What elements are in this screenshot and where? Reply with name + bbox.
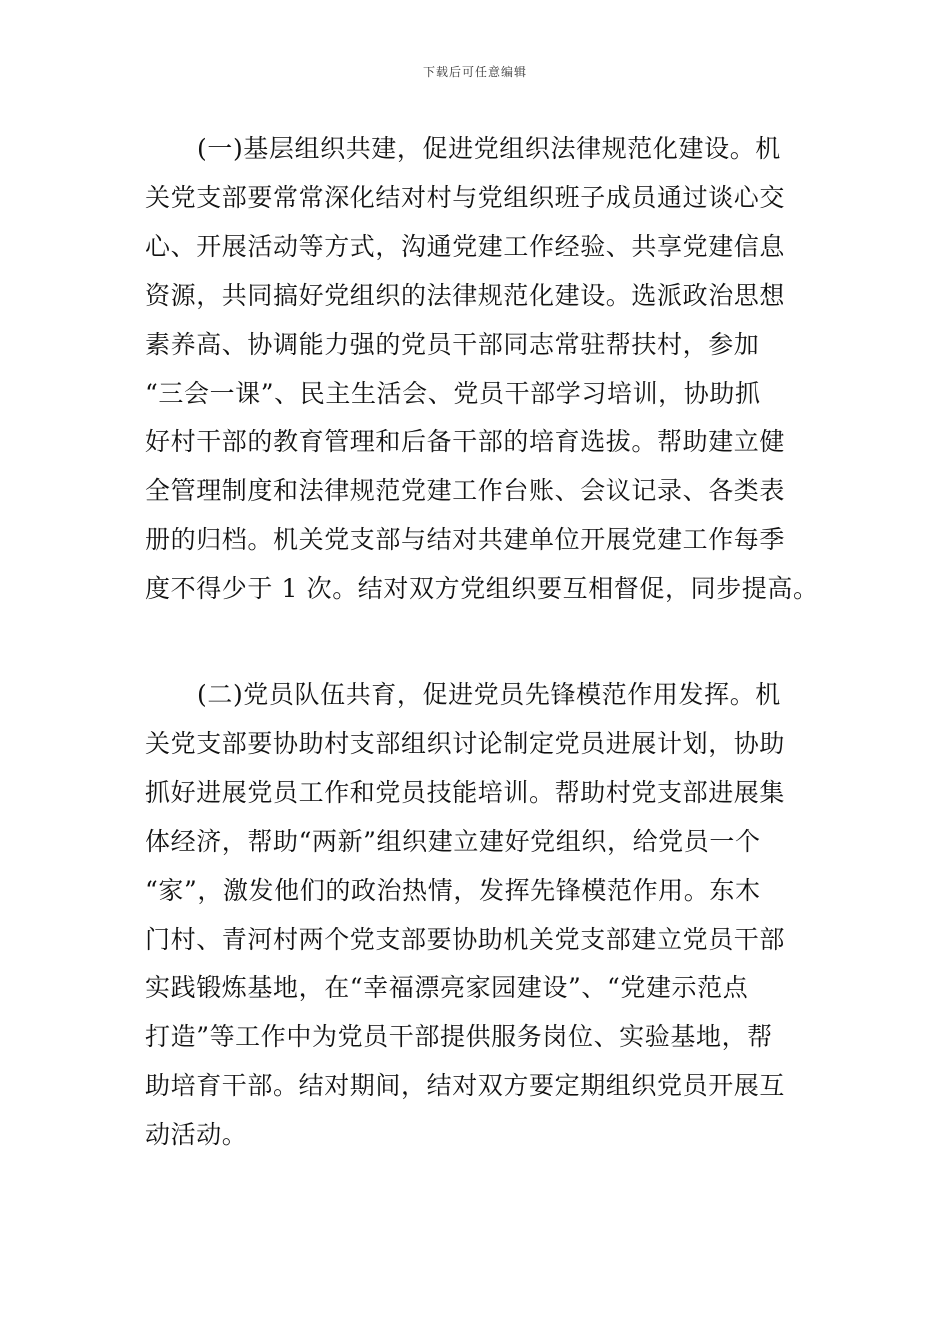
paragraph-line: 体经济，帮助“两新”组织建立建好党组织，给党员一个 (145, 826, 761, 856)
paragraph-line: 好村干部的教育管理和后备干部的培育选拔。帮助建立健 (145, 427, 786, 457)
paragraph-line: 度不得少于 1 次。结对双方党组织要互相督促，同步提高。 (145, 574, 819, 604)
paragraph-line: 心、开展活动等方式，沟通党建工作经验、共享党建信息 (145, 231, 786, 261)
paragraph-line: “三会一课”、民主生活会、党员干部学习培训，协助抓 (145, 378, 761, 408)
paragraph-line: 关党支部要协助村支部组织讨论制定党员进展计划，协助 (145, 728, 786, 758)
paragraph-line: 动活动。 (145, 1120, 248, 1150)
paragraph-line: 实践锻炼基地，在“幸福漂亮家园建设”、“党建示范点 (145, 973, 749, 1003)
paragraph-line: 门村、青河村两个党支部要协助机关党支部建立党员干部 (145, 924, 786, 954)
header-note: 下载后可任意编辑 (422, 65, 527, 79)
paragraph-line: (一)基层组织共建，促进党组织法律规范化建设。机 (197, 134, 781, 163)
paragraph-line: (二)党员队伍共育，促进党员先锋模范作用发挥。机 (197, 680, 781, 709)
paragraph-line: 素养高、协调能力强的党员干部同志常驻帮扶村，参加 (145, 329, 760, 359)
paragraph-line: 资源，共同搞好党组织的法律规范化建设。选派政治思想 (145, 280, 786, 310)
paragraph-line: “家”，激发他们的政治热情，发挥先锋模范作用。东木 (145, 875, 761, 905)
paragraph-line: 助培育干部。结对期间，结对双方要定期组织党员开展互 (145, 1071, 786, 1101)
paragraph-line: 抓好进展党员工作和党员技能培训。帮助村党支部进展集 (145, 777, 786, 807)
paragraph-line: 关党支部要常常深化结对村与党组织班子成员通过谈心交 (145, 182, 786, 212)
paragraph-line: 册的归档。机关党支部与结对共建单位开展党建工作每季 (145, 525, 786, 555)
paragraph-line: 全管理制度和法律规范党建工作台账、会议记录、各类表 (145, 476, 786, 506)
paragraph-line: 打造”等工作中为党员干部提供服务岗位、实验基地，帮 (145, 1022, 773, 1052)
